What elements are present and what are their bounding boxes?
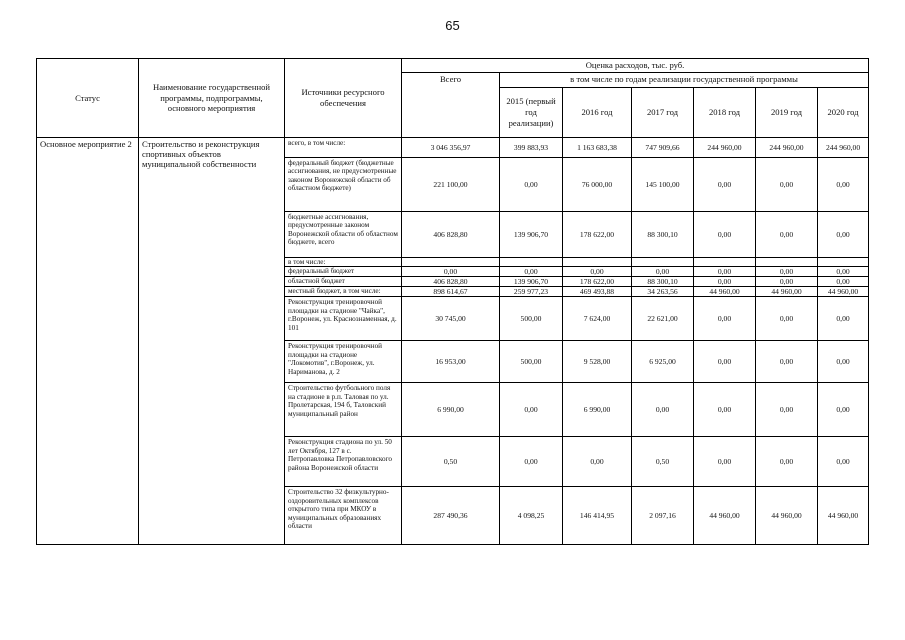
value-cell: 406 828,80 xyxy=(402,211,500,257)
value-cell: 178 622,00 xyxy=(563,277,632,287)
header-by-years: в том числе по годам реализации государственной программы xyxy=(500,72,869,87)
value-cell: 221 100,00 xyxy=(402,157,500,211)
value-cell: 44 960,00 xyxy=(756,287,818,297)
page-number: 65 xyxy=(445,18,460,33)
value-cell: 0,00 xyxy=(756,277,818,287)
source-cell: Реконструкция тренировочной площадки на стадионе "Чайка", г.Воронеж, ул. Краснознаменная, д. 101 xyxy=(285,297,402,341)
value-cell: 0,00 xyxy=(563,437,632,487)
source-cell: Строительство футбольного поля на стадионе в р.п. Таловая по ул. Пролетарская, 194 б, Таловский муниципальный район xyxy=(285,383,402,437)
value-cell: 0,00 xyxy=(756,267,818,277)
value-cell: 76 000,00 xyxy=(563,157,632,211)
budget-table xyxy=(36,58,869,545)
source-cell: федеральный бюджет (бюджетные ассигнования, не предусмотренные законом Воронежской области об областном бюджете) xyxy=(285,157,402,211)
source-cell: всего, в том числе: xyxy=(285,137,402,157)
value-cell: 7 624,00 xyxy=(563,297,632,341)
value-cell: 2 097,16 xyxy=(632,487,694,545)
value-cell: 178 622,00 xyxy=(563,211,632,257)
value-cell xyxy=(632,257,694,266)
value-cell: 0,00 xyxy=(694,383,756,437)
value-cell: 0,00 xyxy=(818,437,869,487)
value-cell: 44 960,00 xyxy=(694,287,756,297)
value-cell: 0,00 xyxy=(818,157,869,211)
value-cell: 0,00 xyxy=(500,267,563,277)
header-year-2016: 2016 год xyxy=(563,87,632,137)
header-year-2015: 2015 (первый год реализации) xyxy=(500,87,563,137)
value-cell: 898 614,67 xyxy=(402,287,500,297)
value-cell: 0,00 xyxy=(563,267,632,277)
value-cell: 4 098,25 xyxy=(500,487,563,545)
value-cell: 145 100,00 xyxy=(632,157,694,211)
value-cell: 146 414,95 xyxy=(563,487,632,545)
source-cell: бюджетные ассигнования, предусмотренные законом Воронежской области об областном бюджете, всего xyxy=(285,211,402,257)
source-cell: Реконструкция стадиона по ул. 50 лет Октября, 127 в с. Петропавловка Петропавловского района Воронежской области xyxy=(285,437,402,487)
source-cell: в том числе: xyxy=(285,257,402,266)
header-year-2017: 2017 год xyxy=(632,87,694,137)
value-cell: 16 953,00 xyxy=(402,341,500,383)
value-cell: 399 883,93 xyxy=(500,137,563,157)
value-cell: 1 163 683,38 xyxy=(563,137,632,157)
header-estimate: Оценка расходов, тыс. руб. xyxy=(402,59,869,73)
value-cell: 500,00 xyxy=(500,341,563,383)
value-cell xyxy=(500,257,563,266)
value-cell xyxy=(402,257,500,266)
value-cell: 139 906,70 xyxy=(500,211,563,257)
value-cell: 0,00 xyxy=(632,383,694,437)
value-cell: 0,00 xyxy=(818,341,869,383)
value-cell: 0,00 xyxy=(818,297,869,341)
value-cell: 0,00 xyxy=(694,341,756,383)
value-cell: 22 621,00 xyxy=(632,297,694,341)
source-cell: областной бюджет xyxy=(285,277,402,287)
header-source: Источники ресурсного обеспечения xyxy=(285,59,402,138)
value-cell: 44 960,00 xyxy=(756,487,818,545)
value-cell: 0,00 xyxy=(756,211,818,257)
source-cell: Строительство 32 физкультурно-оздоровительных комплексов открытого типа при МКОУ в муниципальных образованиях области xyxy=(285,487,402,545)
value-cell: 0,00 xyxy=(756,383,818,437)
value-cell: 0,00 xyxy=(756,297,818,341)
header-program-name: Наименование государственной программы, подпрограммы, основного мероприятия xyxy=(139,59,285,138)
value-cell: 244 960,00 xyxy=(818,137,869,157)
value-cell: 0,00 xyxy=(694,267,756,277)
value-cell: 9 528,00 xyxy=(563,341,632,383)
header-total: Всего xyxy=(402,72,500,137)
value-cell: 0,00 xyxy=(818,383,869,437)
value-cell: 0,00 xyxy=(500,157,563,211)
value-cell: 0,00 xyxy=(694,277,756,287)
value-cell: 0,00 xyxy=(402,267,500,277)
value-cell: 3 046 356,97 xyxy=(402,137,500,157)
source-cell: Реконструкция тренировочной площадки на стадионе "Локомотив", г.Воронеж, ул. Нариманова, д. 2 xyxy=(285,341,402,383)
value-cell: 139 906,70 xyxy=(500,277,563,287)
value-cell: 0,00 xyxy=(818,267,869,277)
value-cell xyxy=(756,257,818,266)
value-cell: 0,00 xyxy=(500,383,563,437)
value-cell: 34 263,56 xyxy=(632,287,694,297)
value-cell: 30 745,00 xyxy=(402,297,500,341)
value-cell: 0,00 xyxy=(632,267,694,277)
value-cell: 0,00 xyxy=(694,211,756,257)
value-cell: 44 960,00 xyxy=(694,487,756,545)
table-row xyxy=(37,137,869,157)
header-status: Статус xyxy=(37,59,139,138)
value-cell: 287 490,36 xyxy=(402,487,500,545)
value-cell: 6 990,00 xyxy=(402,383,500,437)
value-cell xyxy=(563,257,632,266)
value-cell: 44 960,00 xyxy=(818,487,869,545)
value-cell: 0,00 xyxy=(818,211,869,257)
value-cell: 44 960,00 xyxy=(818,287,869,297)
value-cell: 0,50 xyxy=(632,437,694,487)
value-cell: 244 960,00 xyxy=(694,137,756,157)
value-cell: 0,00 xyxy=(500,437,563,487)
header-year-2019: 2019 год xyxy=(756,87,818,137)
value-cell: 259 977,23 xyxy=(500,287,563,297)
value-cell: 0,00 xyxy=(694,157,756,211)
source-cell: местный бюджет, в том числе: xyxy=(285,287,402,297)
value-cell: 0,00 xyxy=(694,297,756,341)
value-cell xyxy=(818,257,869,266)
value-cell: 88 300,10 xyxy=(632,277,694,287)
value-cell: 469 493,88 xyxy=(563,287,632,297)
value-cell: 0,00 xyxy=(756,437,818,487)
header-year-2020: 2020 год xyxy=(818,87,869,137)
value-cell: 0,00 xyxy=(756,157,818,211)
status-cell: Основное мероприятие 2 xyxy=(37,137,139,544)
value-cell: 6 925,00 xyxy=(632,341,694,383)
value-cell: 747 909,66 xyxy=(632,137,694,157)
value-cell: 88 300,10 xyxy=(632,211,694,257)
value-cell: 244 960,00 xyxy=(756,137,818,157)
value-cell: 6 990,00 xyxy=(563,383,632,437)
value-cell: 500,00 xyxy=(500,297,563,341)
value-cell: 0,00 xyxy=(818,277,869,287)
value-cell: 0,50 xyxy=(402,437,500,487)
source-cell: федеральный бюджет xyxy=(285,267,402,277)
value-cell xyxy=(694,257,756,266)
value-cell: 0,00 xyxy=(694,437,756,487)
header-year-2018: 2018 год xyxy=(694,87,756,137)
value-cell: 0,00 xyxy=(756,341,818,383)
value-cell: 406 828,80 xyxy=(402,277,500,287)
program-name-cell: Строительство и реконструкция спортивных объектов муниципальной собственности xyxy=(139,137,285,544)
